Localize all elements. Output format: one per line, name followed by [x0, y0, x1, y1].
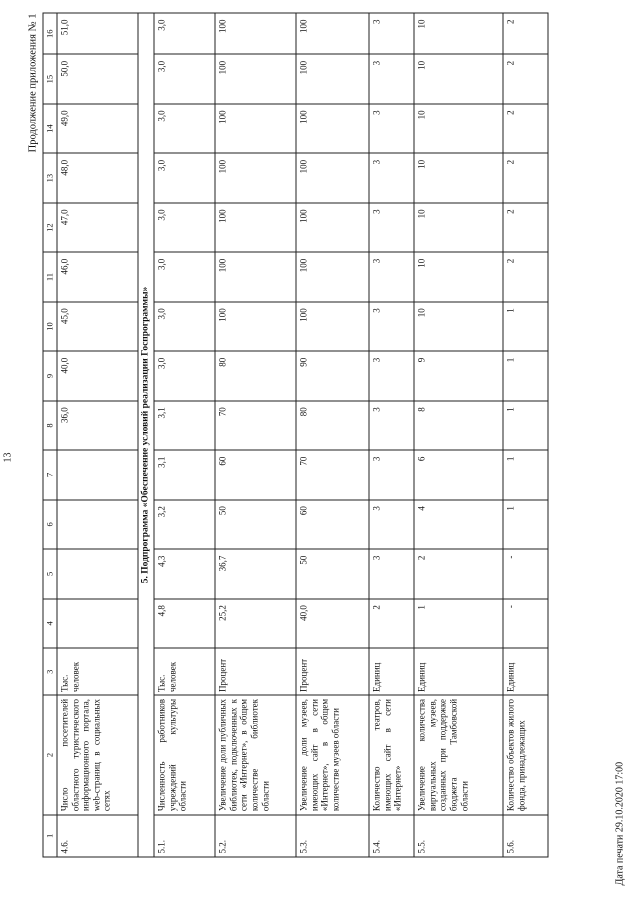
value-cell: 100: [215, 153, 296, 202]
value-cell: 90: [296, 351, 369, 400]
value-cell: -: [503, 549, 548, 598]
value-cell: 40,0: [296, 598, 369, 647]
value-cell: 51,0: [57, 13, 138, 54]
value-cell: 2: [503, 103, 548, 152]
value-cell: 45,0: [57, 301, 138, 350]
row-description: Количество театров, имеющих сайт в сети «Интернет»: [369, 695, 414, 814]
table-row: [414, 13, 503, 857]
value-cell: 25,2: [215, 598, 296, 647]
value-cell: 46,0: [57, 252, 138, 301]
value-cell: 3: [369, 13, 414, 54]
column-number: 10: [43, 301, 57, 350]
value-cell: 3,0: [154, 252, 215, 301]
column-number: 12: [43, 202, 57, 251]
column-number-row: [43, 13, 57, 857]
value-cell: 50: [215, 499, 296, 548]
row-code: 5.6.: [503, 814, 548, 856]
section-title: 5. Подпрограмма «Обеспечение условий реализации Госпрограммы»: [138, 13, 154, 857]
value-cell: 60: [296, 499, 369, 548]
column-number: 13: [43, 153, 57, 202]
value-cell: 3: [369, 400, 414, 449]
value-cell: 100: [296, 252, 369, 301]
value-cell: [57, 598, 138, 647]
value-cell: 100: [215, 54, 296, 103]
column-number: 15: [43, 54, 57, 103]
value-cell: 1: [503, 351, 548, 400]
value-cell: 48,0: [57, 153, 138, 202]
value-cell: 2: [503, 202, 548, 251]
row-unit: Тыс. человек: [57, 648, 138, 695]
column-number: 6: [43, 499, 57, 548]
value-cell: 100: [296, 202, 369, 251]
value-cell: 3: [369, 499, 414, 548]
table-row: [296, 13, 369, 857]
row-unit: Процент: [296, 648, 369, 695]
value-cell: 4,3: [154, 549, 215, 598]
row-description: Увеличение доли публичных библиотек, подключенных к сети «Интернет», в общем количестве библиотек области: [215, 695, 296, 814]
value-cell: 3,0: [154, 351, 215, 400]
value-cell: 3,0: [154, 103, 215, 152]
table-row: [215, 13, 296, 857]
value-cell: 2: [503, 153, 548, 202]
column-number: 4: [43, 598, 57, 647]
value-cell: 2: [503, 13, 548, 54]
row-description: Число посетителей областного туристического информационного портала, web-страниц в социальных сетях: [57, 695, 138, 814]
value-cell: 3: [369, 450, 414, 499]
row-code: 5.4.: [369, 814, 414, 856]
value-cell: 70: [215, 400, 296, 449]
value-cell: 3,0: [154, 54, 215, 103]
value-cell: 100: [215, 13, 296, 54]
value-cell: 3: [369, 252, 414, 301]
value-cell: 3: [369, 549, 414, 598]
value-cell: 50: [296, 549, 369, 598]
value-cell: 10: [414, 13, 503, 54]
value-cell: 2: [414, 549, 503, 598]
indicators-table: [42, 12, 548, 857]
value-cell: 3,0: [154, 301, 215, 350]
value-cell: 3,0: [154, 202, 215, 251]
column-number: 16: [43, 13, 57, 54]
value-cell: 3,2: [154, 499, 215, 548]
value-cell: 100: [296, 13, 369, 54]
value-cell: 2: [503, 252, 548, 301]
row-code: 5.1.: [154, 814, 215, 856]
value-cell: 3,0: [154, 13, 215, 54]
value-cell: 10: [414, 153, 503, 202]
row-code: 5.5.: [414, 814, 503, 856]
row-description: Численность работников учреждений культуры области: [154, 695, 215, 814]
value-cell: 100: [215, 252, 296, 301]
continuation-note: Продолжение приложения № 1: [27, 13, 38, 152]
value-cell: 9: [414, 351, 503, 400]
column-number: 9: [43, 351, 57, 400]
value-cell: 10: [414, 301, 503, 350]
value-cell: 10: [414, 202, 503, 251]
column-number: 5: [43, 549, 57, 598]
value-cell: -: [503, 598, 548, 647]
row-description: Количество объектов жилого фонда, принадлежащих: [503, 695, 548, 814]
value-cell: 10: [414, 252, 503, 301]
row-description: Увеличение количества виртуальных музеев, созданных при поддержке бюджета Тамбовской области: [414, 695, 503, 814]
value-cell: 100: [215, 202, 296, 251]
value-cell: 60: [215, 450, 296, 499]
value-cell: 10: [414, 103, 503, 152]
value-cell: [57, 450, 138, 499]
value-cell: 1: [503, 450, 548, 499]
value-cell: 100: [296, 301, 369, 350]
value-cell: 3: [369, 301, 414, 350]
value-cell: 36,0: [57, 400, 138, 449]
value-cell: 3: [369, 351, 414, 400]
value-cell: 100: [296, 54, 369, 103]
row-unit: Процент: [215, 648, 296, 695]
value-cell: 3: [369, 103, 414, 152]
value-cell: 3,0: [154, 153, 215, 202]
row-code: 5.2.: [215, 814, 296, 856]
value-cell: 3: [369, 153, 414, 202]
table-row: [154, 13, 215, 857]
value-cell: 3: [369, 54, 414, 103]
value-cell: 40,0: [57, 351, 138, 400]
row-unit: Единиц: [369, 648, 414, 695]
row-unit: Единиц: [414, 648, 503, 695]
value-cell: 2: [503, 54, 548, 103]
value-cell: 4: [414, 499, 503, 548]
page-number: 13: [2, 452, 13, 462]
column-number: 2: [43, 695, 57, 814]
value-cell: 4,8: [154, 598, 215, 647]
value-cell: 70: [296, 450, 369, 499]
value-cell: 50,0: [57, 54, 138, 103]
print-date: Дата печати 29.10.2020 17:00: [614, 761, 625, 885]
row-code: 4.6.: [57, 814, 138, 856]
column-number: 1: [43, 814, 57, 856]
value-cell: 80: [296, 400, 369, 449]
value-cell: 6: [414, 450, 503, 499]
value-cell: 80: [215, 351, 296, 400]
column-number: 3: [43, 648, 57, 695]
row-description: Увеличение доли музеев, имеющих сайт в сети «Интернет», в общем количестве музеев области: [296, 695, 369, 814]
value-cell: 10: [414, 54, 503, 103]
value-cell: 3,1: [154, 450, 215, 499]
table-row: [57, 13, 138, 857]
value-cell: 2: [369, 598, 414, 647]
value-cell: 1: [503, 499, 548, 548]
row-code: 5.3.: [296, 814, 369, 856]
value-cell: 100: [215, 103, 296, 152]
section-row: [138, 13, 154, 857]
value-cell: [57, 549, 138, 598]
value-cell: 8: [414, 400, 503, 449]
value-cell: 3,1: [154, 400, 215, 449]
value-cell: 36,7: [215, 549, 296, 598]
row-unit: Тыс. человек: [154, 648, 215, 695]
row-unit: Единиц: [503, 648, 548, 695]
value-cell: 49,0: [57, 103, 138, 152]
value-cell: 3: [369, 202, 414, 251]
value-cell: 47,0: [57, 202, 138, 251]
column-number: 7: [43, 450, 57, 499]
column-number: 14: [43, 103, 57, 152]
value-cell: 1: [414, 598, 503, 647]
value-cell: [57, 499, 138, 548]
value-cell: 1: [503, 400, 548, 449]
table-row: [369, 13, 414, 857]
value-cell: 100: [296, 103, 369, 152]
column-number: 11: [43, 252, 57, 301]
value-cell: 1: [503, 301, 548, 350]
column-number: 8: [43, 400, 57, 449]
table-row: [503, 13, 548, 857]
value-cell: 100: [296, 153, 369, 202]
value-cell: 100: [215, 301, 296, 350]
